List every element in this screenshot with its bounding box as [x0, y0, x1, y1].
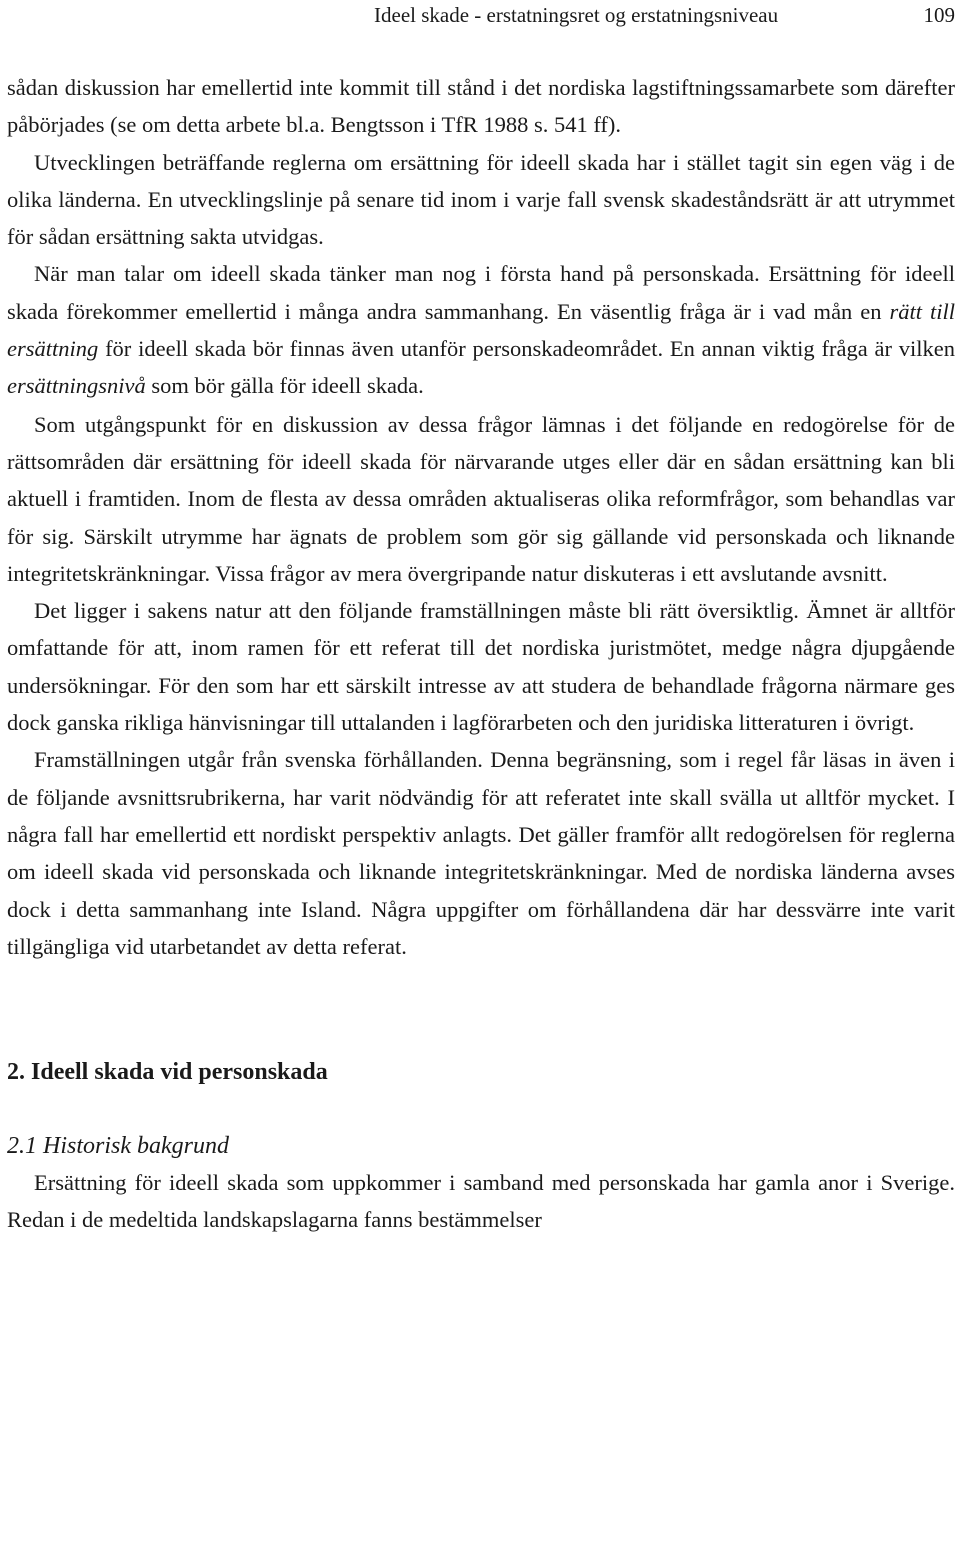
paragraph: Som utgångspunkt för en diskussion av dessa frågor lämnas i det följande en redogörelse för de rättsområden där ersättning för ideell skada för närvarande utges eller där en sådan ersättning kan bli aktuell i framtiden. Inom de flesta av dessa områden aktualiseras olika reformfrågor, som behandlas var för sig. Särskilt utrymme har ägnats de problem som gör sig gällande vid personskada och liknande integritetskränkningar. Vissa frågor av mera övergripande natur diskuteras i ett avslutande avsnitt. — [7, 411, 955, 586]
paragraph-text: för ideell skada bör finnas även utanför personskadeområdet. En annan viktig fråga är vilken — [98, 336, 955, 362]
emphasis: rätt till ersättning — [7, 298, 955, 362]
paragraph-continued: sådan diskussion har emellertid inte kommit till stånd i det nordiska lagstiftningssamarbete som därefter påbörjades (se om detta arbete bl.a. Bengtsson i TfR 1988 s. 541 ff). — [7, 75, 955, 138]
paragraph-text: När man talar om ideell skada tänker man nog i första hand på personskada. Ersättning för ideell skada förekommer emellertid i många andra sammanhang. En väsentlig fråga är i vad mån en — [7, 261, 955, 324]
paragraph: Framställningen utgår från svenska förhållanden. Denna begränsning, som i regel får läsas in även i de följande avsnittsrubrikerna, har varit nödvändig för att referatet inte skall svälla ut alltför mycket. I några fall har emellertid ett nordiskt perspektiv anlagts. Det gäller framför allt redogörelsen för reglerna om ideell skada vid personskada och liknande integritetskränkningar. Med de nordiska länderna avses dock i detta sammanhang inte Island. Några uppgifter om förhållandena där har dessvärre inte varit tillgängliga vid utarbetandet av detta referat. — [7, 747, 955, 959]
paragraph: Utvecklingen beträffande reglerna om ersättning för ideell skada har i stället tagit sin egen väg i de olika länderna. En utvecklingslinje på senare tid inom i varje fall svensk skadeståndsrätt är att utrymmet för sådan ersättning sakta utvidgas. — [7, 149, 955, 250]
emphasis: ersättningsnivå — [7, 373, 146, 399]
body-text — [7, 69, 955, 1239]
paragraph: Det ligger i sakens natur att den följande framställningen måste bli rätt översiktlig. Ämnet är alltför omfattande för att, inom ramen för ett referat till det nordiska juristmötet, medge några djupgående undersökningar. För den som har ett särskilt intresse av att studera de behandlade frågorna närmare ges dock ganska rikliga hänvisningar till uttalanden i lagförarbeten och den juridiska litteraturen i övrigt. — [7, 598, 955, 736]
page-number: 109 — [923, 3, 955, 27]
subsection-heading: 2.1 Historisk bakgrund — [7, 1133, 229, 1160]
paragraph-text: som bör gälla för ideell skada. — [145, 373, 424, 399]
running-title: Ideel skade - erstatningsret og erstatningsniveau — [374, 3, 779, 27]
paragraph: Ersättning för ideell skada som uppkommer i samband med personskada har gamla anor i Sverige. Redan i de medeltida landskapslagarna fanns bestämmelser — [7, 1170, 955, 1233]
section-heading: 2. Ideell skada vid personskada — [7, 1059, 328, 1086]
paragraph — [7, 255, 955, 404]
running-header — [7, 0, 955, 30]
